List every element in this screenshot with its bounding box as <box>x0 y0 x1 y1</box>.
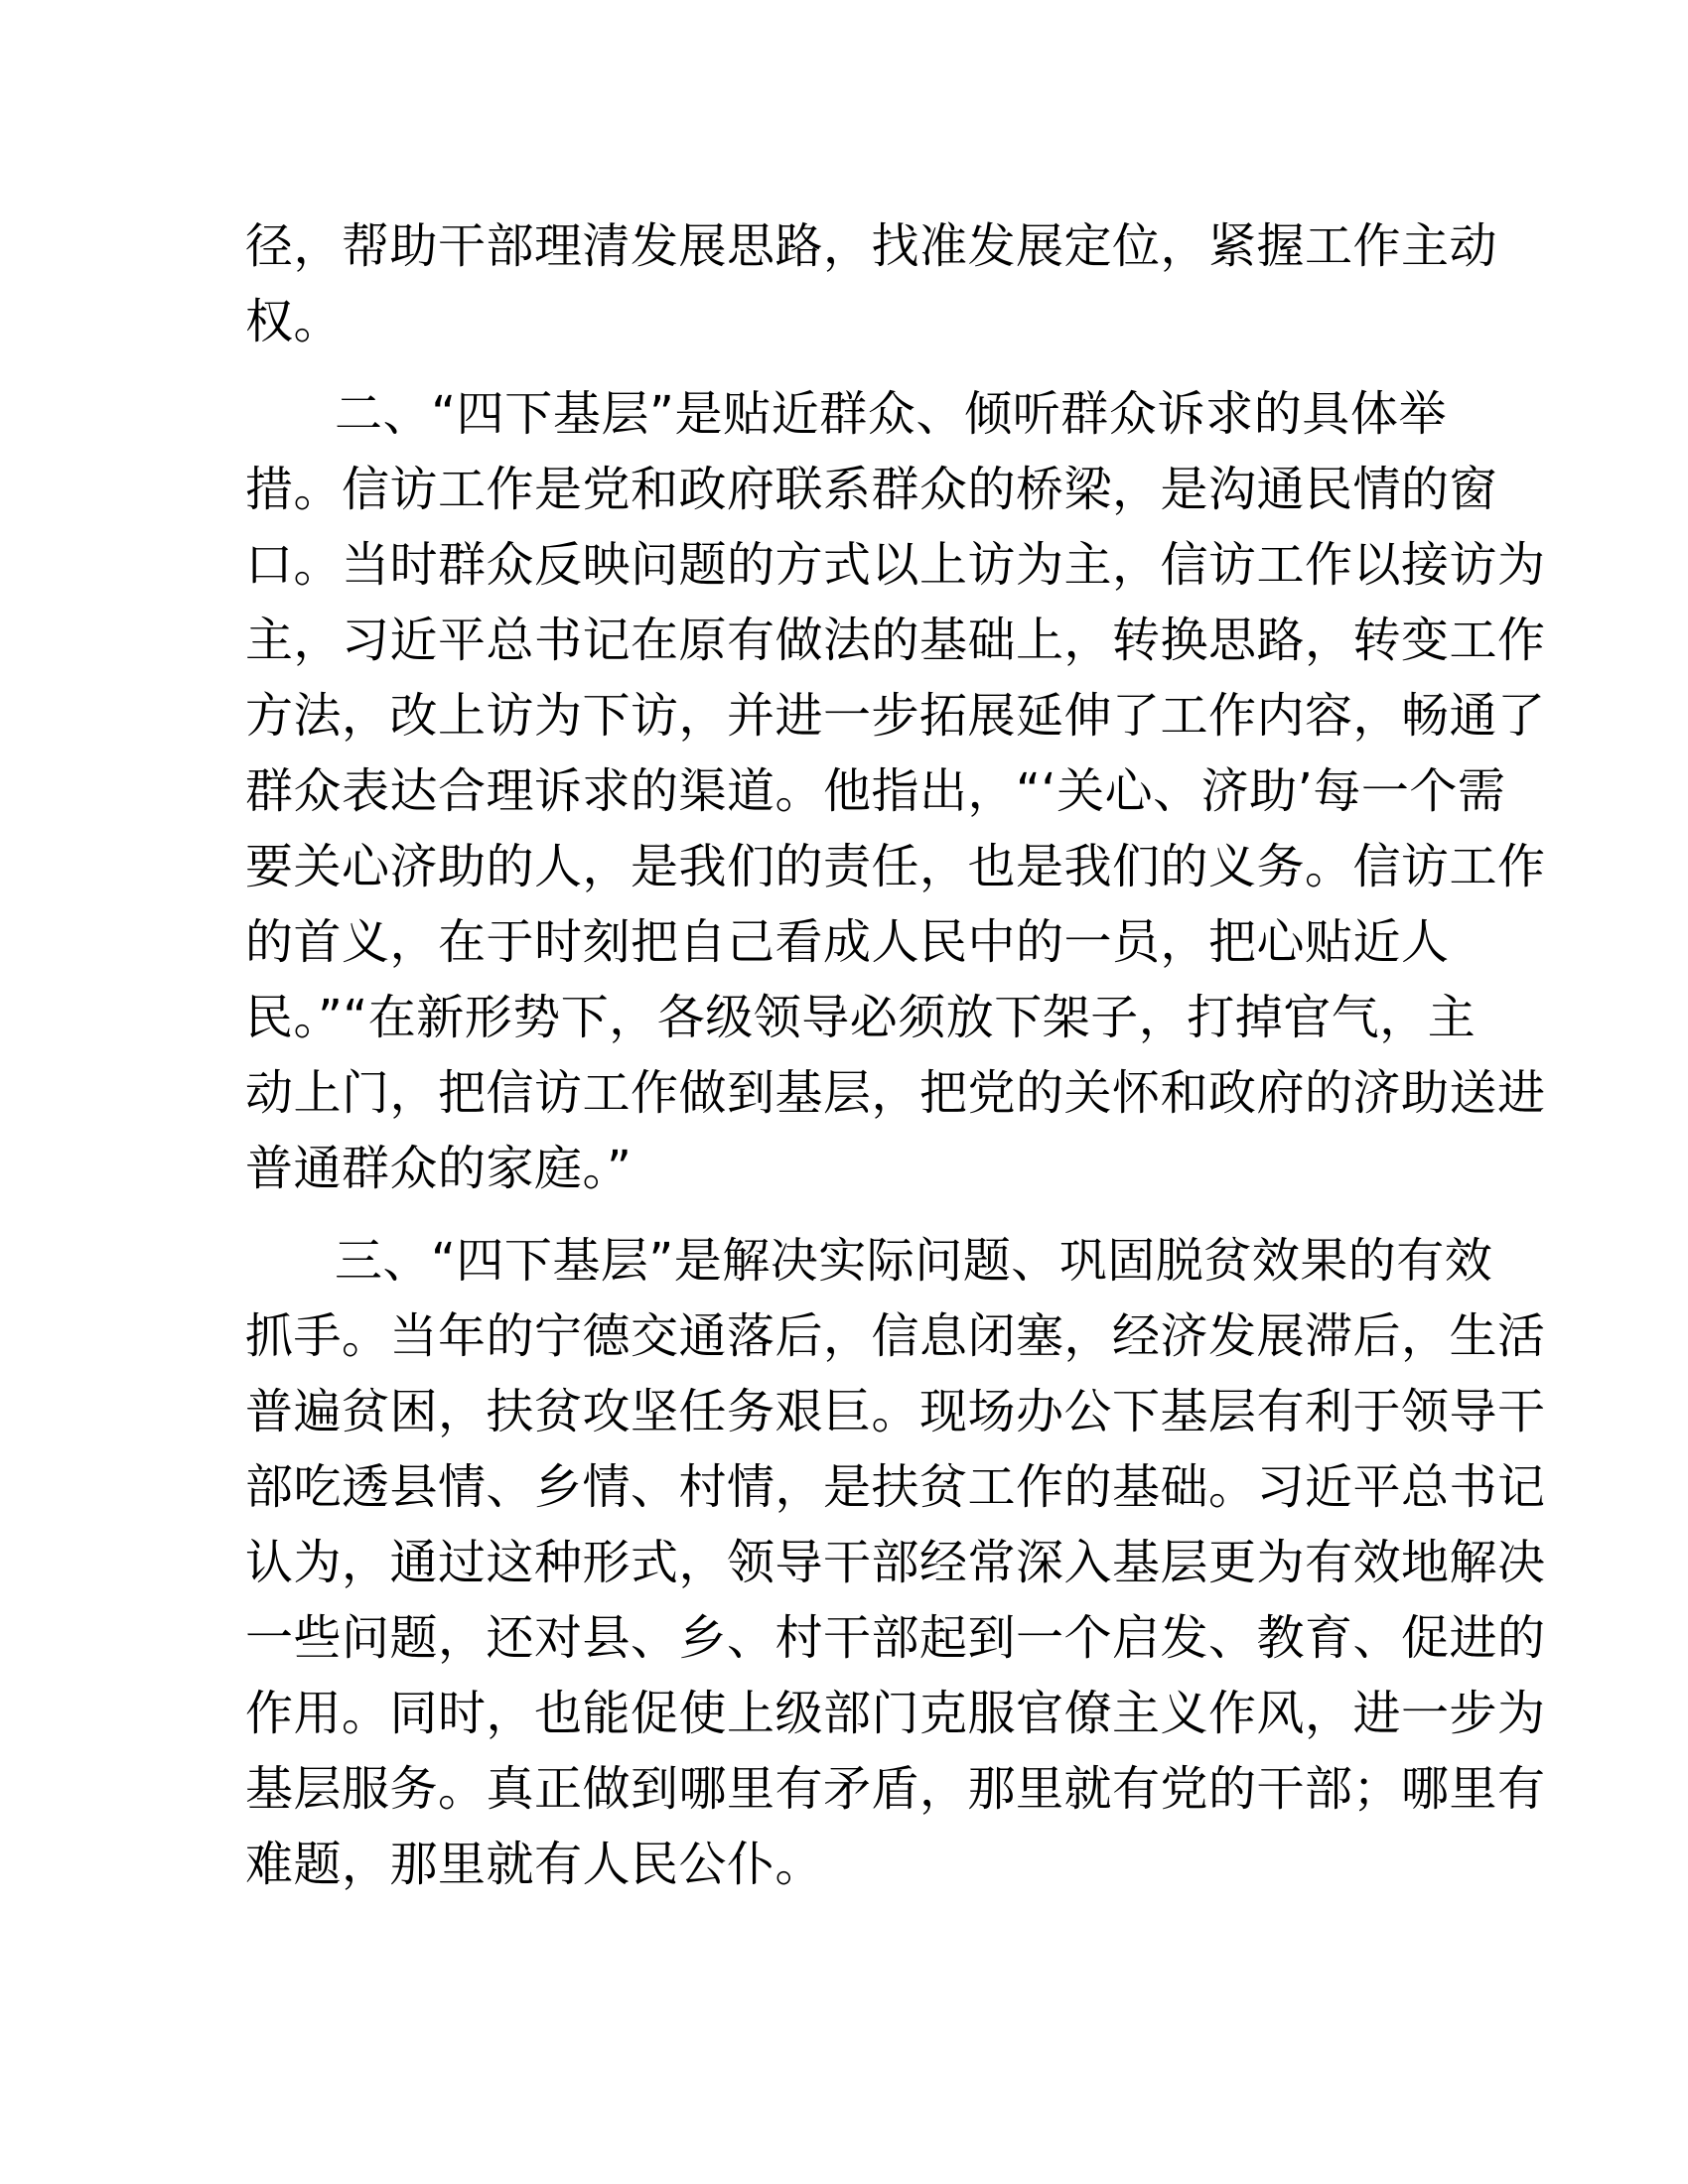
text-line: 主，习近平总书记在原有做法的基础上，转换思路，转变工作 <box>245 613 1546 668</box>
text-line: 径，帮助干部理清发展思路，找准发展定位，紧握工作主动 <box>245 218 1498 274</box>
paragraph-section-2 <box>245 376 1546 1206</box>
text-line: 口。当时群众反映问题的方式以上访为主，信访工作以接访为 <box>245 537 1546 593</box>
text-line: 普遍贫困，扶贫攻坚任务艰巨。现场办公下基层有利于领导干 <box>245 1384 1546 1439</box>
text-line: 作用。同时，也能促使上级部门克服官僚主义作风，进一步为 <box>245 1686 1546 1741</box>
text-line: 民。”“在新形势下，各级领导必须放下架子，打掉官气，主 <box>245 990 1477 1045</box>
text-line: 一些问题，还对县、乡、村干部起到一个启发、教育、促进的 <box>245 1610 1546 1666</box>
text-line: 难题，那里就有人民公仆。 <box>245 1837 824 1892</box>
section-heading-line: 二、“四下基层”是贴近群众、倾听群众诉求的具体举 <box>335 386 1447 442</box>
text-line: 普通群众的家庭。” <box>245 1141 633 1196</box>
text-line: 抓手。当年的宁德交通落后，信息闭塞，经济发展滞后，生活 <box>245 1308 1546 1364</box>
text-line: 基层服务。真正做到哪里有矛盾，那里就有党的干部；哪里有 <box>245 1761 1546 1817</box>
text-line: 权。 <box>245 294 343 349</box>
section-heading-line: 三、“四下基层”是解决实际问题、巩固脱贫效果的有效 <box>335 1233 1493 1289</box>
paragraph-section-3 <box>245 1223 1546 1902</box>
text-line: 要关心济助的人，是我们的责任，也是我们的义务。信访工作 <box>245 839 1546 894</box>
text-line: 动上门，把信访工作做到基层，把党的关怀和政府的济助送进 <box>245 1065 1546 1121</box>
text-line: 群众表达合理诉求的渠道。他指出，“‘关心、济助’每一个需 <box>245 763 1506 819</box>
text-line: 措。信访工作是党和政府联系群众的桥梁，是沟通民情的窗 <box>245 462 1498 517</box>
text-line: 部吃透县情、乡情、村情，是扶贫工作的基础。习近平总书记 <box>245 1459 1546 1515</box>
text-line: 方法，改上访为下访，并进一步拓展延伸了工作内容，畅通了 <box>245 688 1546 744</box>
text-line: 认为，通过这种形式，领导干部经常深入基层更为有效地解决 <box>245 1535 1546 1590</box>
paragraph-continuation <box>245 208 1498 359</box>
document-body <box>245 208 1546 1902</box>
text-line: 的首义，在于时刻把自己看成人民中的一员，把心贴近人 <box>245 914 1450 970</box>
